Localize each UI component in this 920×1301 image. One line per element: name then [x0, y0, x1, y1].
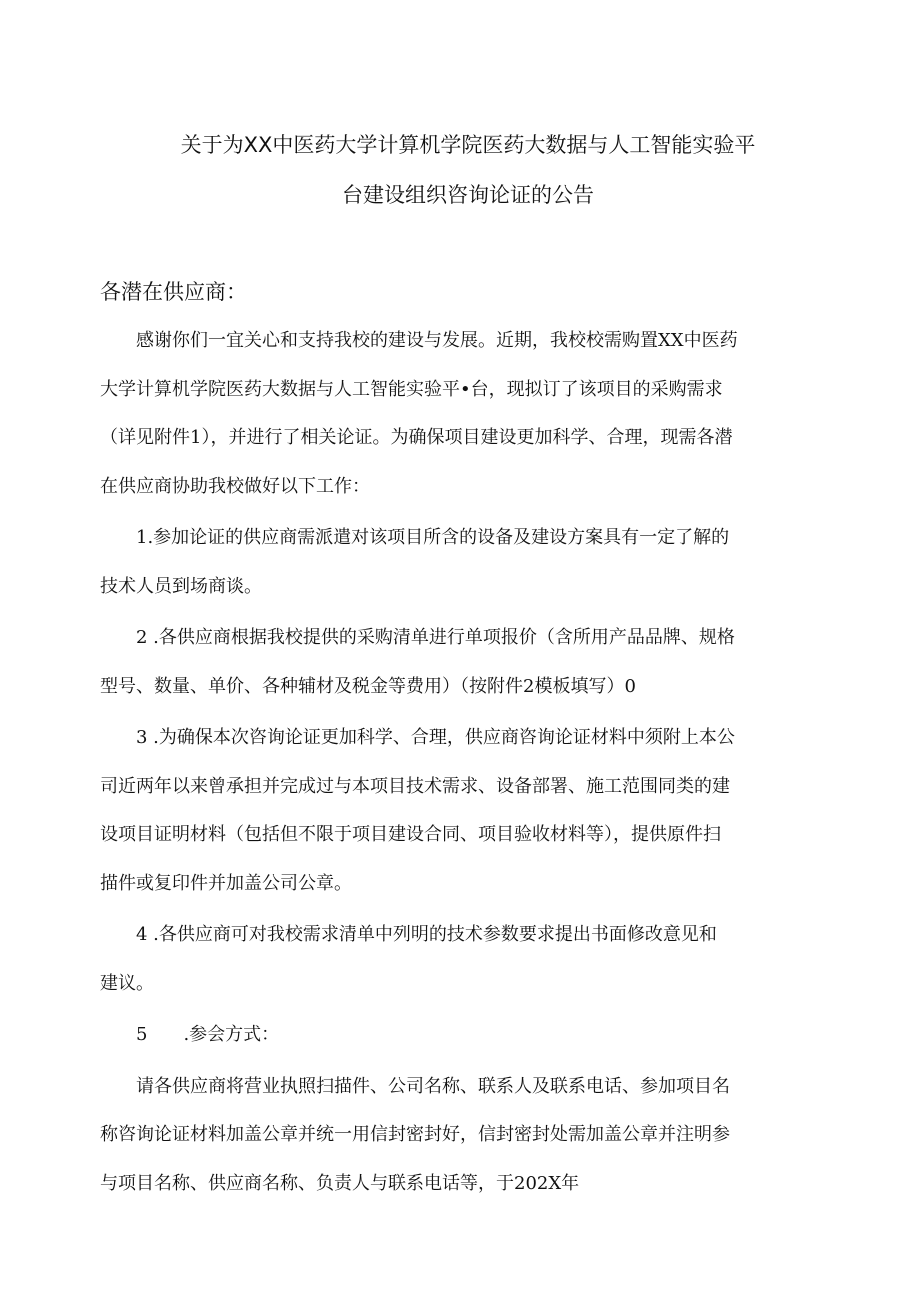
paragraph-line: 技术人员到场商谈。: [100, 575, 262, 597]
paragraph-line: 与项目名称、供应商名称、负责人与联系电话等，于202X年: [100, 1172, 580, 1194]
paragraph-line: 在供应商协助我校做好以下工作：: [100, 475, 370, 497]
paragraph-item-2: [100, 614, 812, 711]
paragraph-line: 设项目证明材料（包括但不限于项目建设合同、项目验收材料等），提供原件扫: [100, 824, 721, 845]
paragraph-instructions: [100, 1063, 812, 1209]
paragraph-line: 描件或复印件并加盖公司公章。: [100, 872, 352, 894]
paragraph-item-3: [100, 714, 812, 908]
document-title: [94, 120, 842, 220]
paragraph-intro: [100, 317, 812, 511]
document-body: [100, 317, 812, 1208]
paragraph-item-4: [100, 911, 812, 1008]
paragraph-line: 请各供应商将营业执照扫描件、公司名称、联系人及联系电话、参加项目名: [100, 1075, 730, 1097]
paragraph-line: 司近两年以来曾承担并完成过与本项目技术需求、设备部署、施工范围同类的建: [100, 775, 730, 797]
paragraph-item-5: [100, 1011, 812, 1060]
paragraph-line: 3 .为确保本次咨询论证更加科学、合理，供应商咨询论证材料中须附上本公: [100, 727, 735, 748]
paragraph-line: 1.参加论证的供应商需派遣对该项目所含的设备及建设方案具有一定了解的: [100, 527, 730, 548]
paragraph-line: 称咨询论证材料加盖公章并统一用信封密封好，信封密封处需加盖公章并注明参: [100, 1124, 730, 1145]
paragraph-line: （详见附件1），并进行了相关论证。为确保项目建设更加科学、合理，现需各潜: [100, 427, 733, 448]
greeting: 各潜在供应商：: [100, 280, 247, 304]
paragraph-line: 型号、数量、单价、各种辅材及税金等费用）（按附件2模板填写）0: [100, 675, 636, 697]
paragraph-line: 大学计算机学院医药大数据与人工智能实验平•台，现拟订了该项目的采购需求: [100, 378, 723, 400]
paragraph-line: 感谢你们一宜关心和支持我校的建设与发展。近期，我校校需购置XX中医药: [100, 330, 738, 351]
paragraph-item-1: [100, 514, 812, 611]
title-line-2: 台建设组织咨询论证的公告: [342, 183, 594, 207]
paragraph-line: 建议。: [100, 972, 154, 994]
title-line-1: 关于为XX中医药大学计算机学院医药大数据与人工智能实验平: [180, 133, 756, 157]
paragraph-line: 4 .各供应商可对我校需求清单中列明的技术参数要求提出书面修改意见和: [100, 924, 717, 945]
paragraph-line: 5 .参会方式：: [100, 1024, 280, 1045]
paragraph-line: 2 .各供应商根据我校提供的采购清单进行单项报价（含所用产品品牌、规格: [100, 627, 735, 648]
